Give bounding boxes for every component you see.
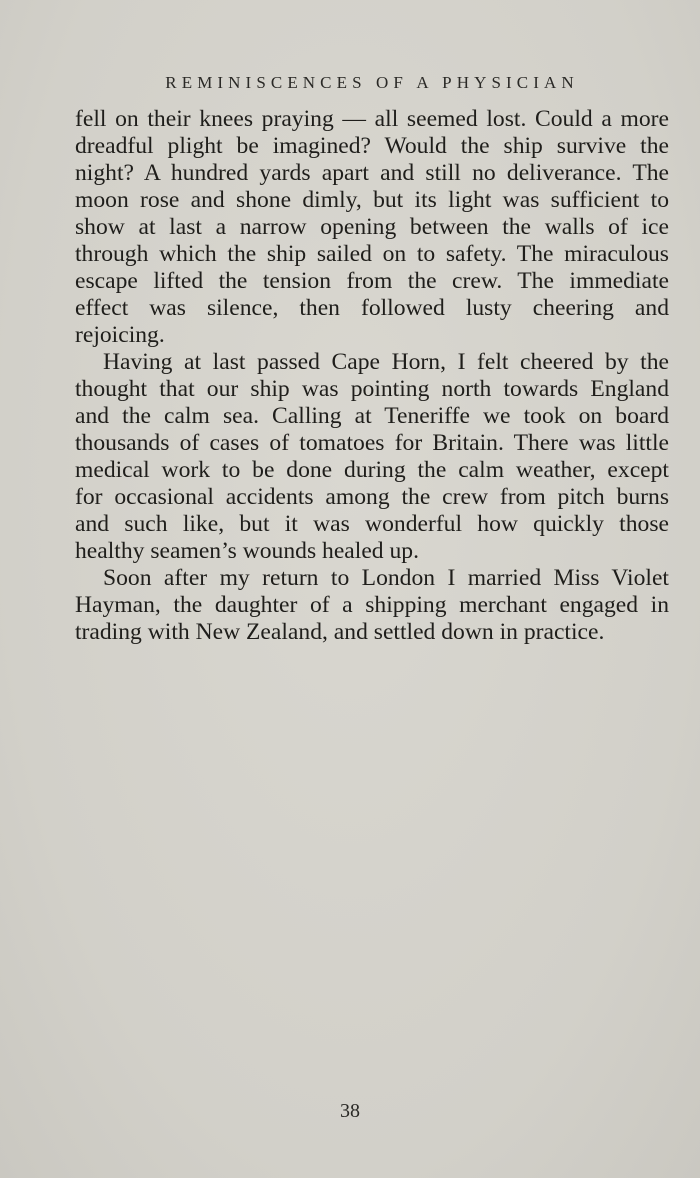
text-line: thousands of cases of tomatoes for Britain. There was little: [75, 430, 669, 456]
text-line: medical work to be done during the calm weather, except: [75, 457, 669, 483]
text-line: Hayman, the daughter of a shipping merchant engaged in: [75, 592, 669, 618]
text-line: night? A hundred yards apart and still no deliverance. The: [75, 160, 669, 186]
text-line: Having at last passed Cape Horn, I felt cheered by the: [103, 349, 669, 375]
text-line: trading with New Zealand, and settled down in practice.: [75, 619, 605, 645]
text-line: Soon after my return to London I married Miss Violet: [103, 565, 669, 591]
text-line: moon rose and shone dimly, but its light was sufficient to: [75, 187, 669, 213]
running-head: REMINISCENCES OF A PHYSICIAN: [165, 73, 579, 92]
page-number: 38: [340, 1100, 360, 1122]
text-line: escape lifted the tension from the crew. The immediate: [75, 268, 669, 294]
text-line: through which the ship sailed on to safety. The miraculous: [75, 241, 669, 267]
text-line: effect was silence, then followed lusty cheering and: [75, 295, 669, 321]
text-line: show at last a narrow opening between the walls of ice: [75, 214, 669, 240]
text-line: and such like, but it was wonderful how quickly those: [75, 511, 669, 537]
text-line: rejoicing.: [75, 322, 165, 348]
text-line: thought that our ship was pointing north towards England: [75, 376, 669, 402]
text-line: healthy seamen’s wounds healed up.: [75, 538, 419, 564]
text-line: and the calm sea. Calling at Teneriffe we took on board: [75, 403, 669, 429]
text-line: for occasional accidents among the crew from pitch burns: [75, 484, 669, 510]
body-text: [75, 106, 669, 646]
text-line: dreadful plight be imagined? Would the ship survive the: [75, 133, 669, 159]
text-line: fell on their knees praying — all seemed lost. Could a more: [75, 106, 669, 132]
